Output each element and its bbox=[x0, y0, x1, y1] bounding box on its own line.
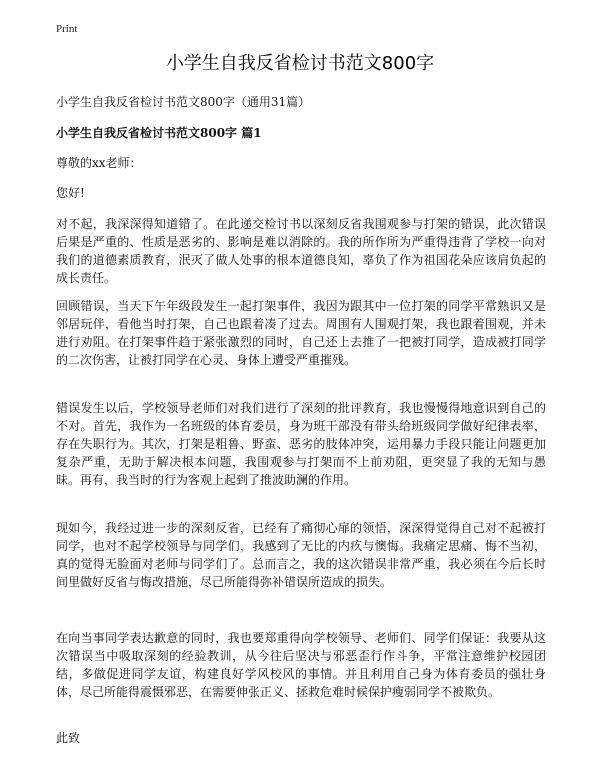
body-paragraph: 错误发生以后，学校领导老师们对我们进行了深刻的批评教育，我也慢慢得地意识到自己的不对。首先，我作为一名班级的体育委员，身为班干部没有带头给班级同学做好纪律表率，存在失职行为。其次，打架是粗鲁、野蛮、恶劣的肢体冲突，运用暴力手段只能让问题更加复杂严重，无助于解决根本问题，我围观参与打架而不上前劝阻，更突显了我的无知与愚昧。再有，我当时的行为客观上起到了推波助澜的作用。 bbox=[56, 401, 546, 487]
body-paragraph: 在向当事同学表达歉意的同时，我也要郑重得向学校领导、老师们、同学们保证：我要从这次错误当中吸取深刻的经验教训，从今往后坚决与邪恶歪行作斗争，平常注意维护校园团结，多做促进同学友谊，构建良好学风校风的事情。并且利用自己身为体育委员的强壮身体，尽己所能得震慑邪恶，在需要伸张正义、拯救危难时候保护瘦弱同学不被欺负。 bbox=[56, 631, 546, 699]
page-title: 小学生自我反省检讨书范文800字 bbox=[165, 53, 435, 74]
body-paragraph: 现如今，我经过进一步的深刻反省，已经有了痛彻心扉的领悟，深深得觉得自己对不起被打同学，也对不起学校领导与同学们，我感到了无比的内疚与懊悔。我痛定思痛、悔不当初，真的觉得无脸面对老师与同学们了。总而言之，我的这次错误非常严重，我必须在今后长时间里做好反省与悔改措施，尽己所能得弥补错误所造成的损失。 bbox=[56, 521, 546, 589]
salutation: 尊敬的xx老师： bbox=[56, 156, 142, 170]
greeting: 您好! bbox=[56, 186, 85, 200]
section-heading: 小学生自我反省检讨书范文800字 篇1 bbox=[56, 126, 262, 140]
print-label[interactable]: Print bbox=[56, 23, 78, 35]
closing: 此致 bbox=[56, 731, 81, 745]
body-paragraph: 回顾错误，当天下午年级段发生一起打架事件，我因为跟其中一位打架的同学平常熟识又是邻居玩伴，看他当时打架，自己也跟着凑了过去。周围有人围观打架，我也跟着围观，并未进行劝阻。在打架事件趋于紧张激烈的同时，自己还上去推了一把被打同学，造成被打同学的二次伤害，让被打同学在心灵、身体上遭受严重摧残。 bbox=[56, 299, 546, 367]
document-subtitle: 小学生自我反省检讨书范文800字（通用31篇） bbox=[56, 95, 311, 109]
body-paragraph: 对不起，我深深得知道错了。在此递交检讨书以深刻反省我围观参与打架的错误，此次错误后果是严重的、性质是恶劣的、影响是难以消除的。我的所作所为严重得违背了学校一向对我们的道德素质教育，泯灭了做人处事的根本道德良知，辜负了作为祖国花朵应该肩负起的成长责任。 bbox=[56, 217, 546, 285]
